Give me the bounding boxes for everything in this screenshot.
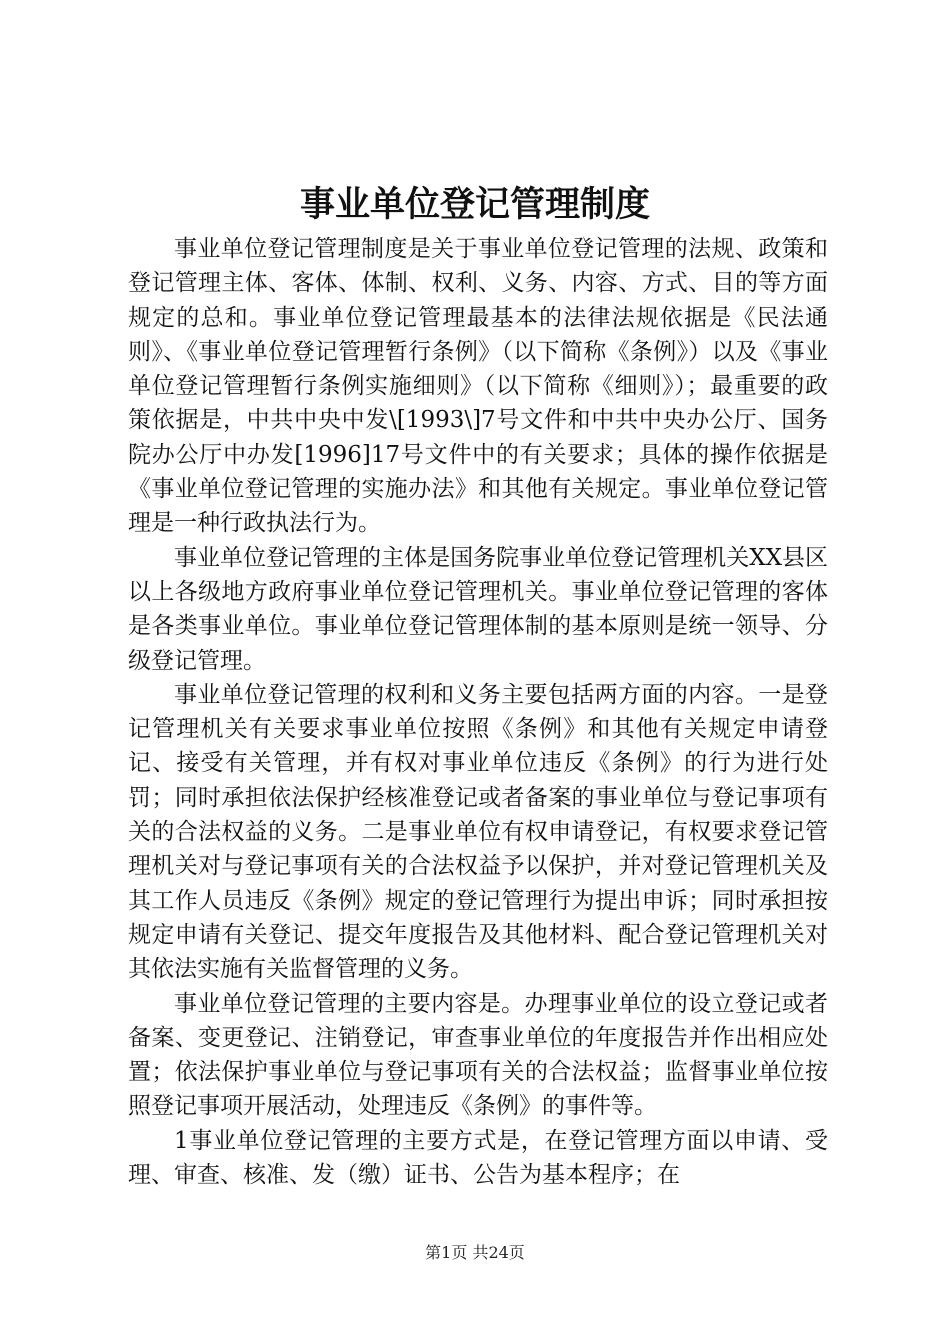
paragraph-5: 1事业单位登记管理的主要方式是，在登记管理方面以申请、受理、审查、核准、发（缴）证书、公告为基本程序；在 (128, 1127, 828, 1189)
document-title: 事业单位登记管理制度 (299, 184, 650, 225)
document-body (128, 232, 828, 1192)
paragraph-1: 事业单位登记管理制度是关于事业单位登记管理的法规、政策和登记管理主体、客体、体制、权利、义务、内容、方式、目的等方面规定的总和。事业单位登记管理最基本的法律法规依据是《民法通则》、《事业单位登记管理暂行条例》（以下简称《条例》）以及《事业单位登记管理暂行条例实施细则》（以下简称《细则》）；最重要的政策依据是，中共中央中发\[1993\]7号文件和中共中央办公厅、国务院办公厅中办发[1996]17号文件中的有关要求；具体的操作依据是《事业单位登记管理的实施办法》和其他有关规定。事业单位登记管理是一种行政执法行为。 (128, 236, 828, 537)
paragraph-3: 事业单位登记管理的权利和义务主要包括两方面的内容。一是登记管理机关有关要求事业单位按照《条例》和其他有关规定申请登记、接受有关管理，并有权对事业单位违反《条例》的行为进行处罚；同时承担依法保护经核准登记或者备案的事业单位与登记事项有关的合法权益的义务。二是事业单位有权申请登记，有权要求登记管理机关对与登记事项有关的合法权益予以保护，并对登记管理机关及其工作人员违反《条例》规定的登记管理行为提出申诉；同时承担按规定申请有关登记、提交年度报告及其他材料、配合登记管理机关对其依法实施有关监督管理的义务。 (128, 681, 828, 983)
paragraph-2: 事业单位登记管理的主体是国务院事业单位登记管理机关XX县区以上各级地方政府事业单位登记管理机关。事业单位登记管理的客体是各类事业单位。事业单位登记管理体制的基本原则是统一领导、分级登记管理。 (128, 544, 828, 674)
page-number-footer: 第1页 共24页 (425, 1243, 525, 1262)
paragraph-4: 事业单位登记管理的主要内容是。办理事业单位的设立登记或者备案、变更登记、注销登记，审查事业单位的年度报告并作出相应处置；依法保护事业单位与登记事项有关的合法权益；监督事业单位按照登记事项开展活动，处理违反《条例》的事件等。 (128, 990, 828, 1120)
